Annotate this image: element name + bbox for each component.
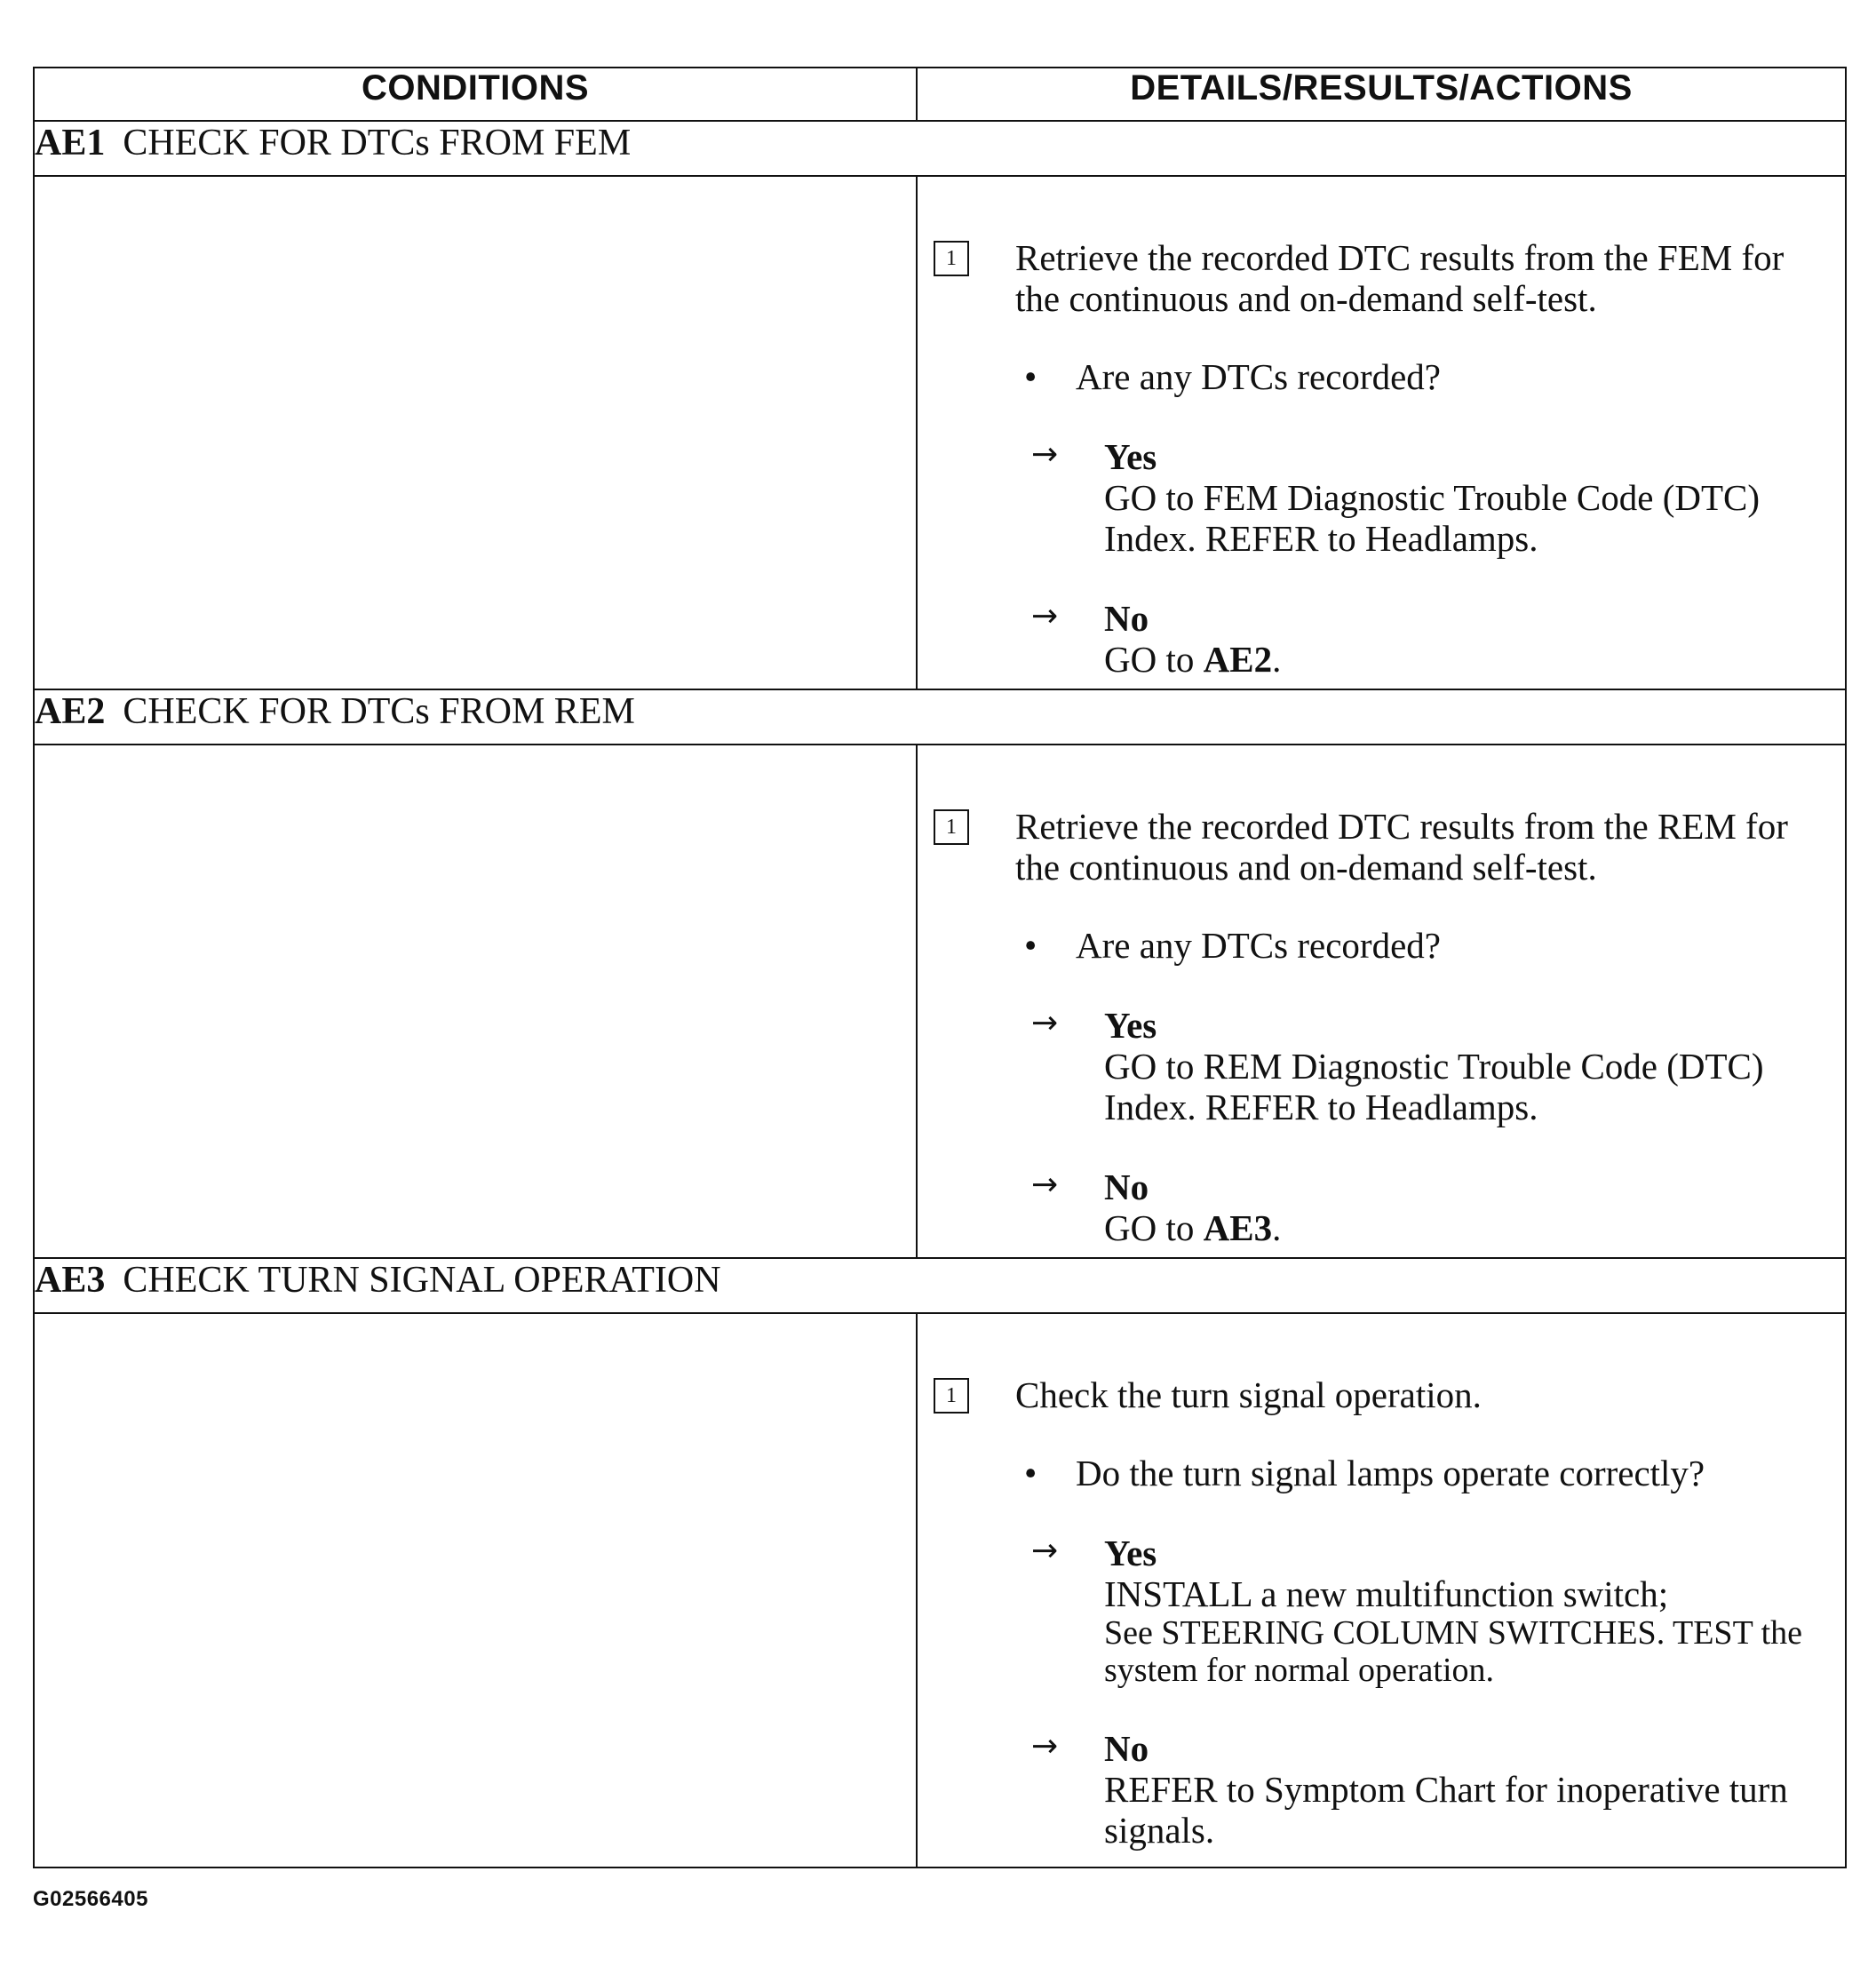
yes-outcome xyxy=(934,1533,1827,1689)
details-header: DETAILS/RESULTS/ACTIONS xyxy=(917,68,1846,121)
question-text: Are any DTCs recorded? xyxy=(1076,925,1441,966)
step-reference: AE3 xyxy=(1203,1207,1273,1248)
yes-text-detail: See STEERING COLUMN SWITCHES. TEST the system for normal operation. xyxy=(1104,1614,1803,1689)
right-arrow-icon: → xyxy=(1031,598,1059,634)
question-text: Do the turn signal lamps operate correctly? xyxy=(1076,1453,1705,1493)
step-title-row xyxy=(34,121,1846,176)
no-label: No xyxy=(1104,1167,1149,1207)
yes-label: Yes xyxy=(1104,1533,1157,1573)
diagnostic-procedure-table xyxy=(33,67,1847,1868)
right-arrow-icon: → xyxy=(1031,1167,1059,1203)
details-cell xyxy=(917,176,1846,689)
yes-label: Yes xyxy=(1104,436,1157,477)
step-title-ae1 xyxy=(34,121,1846,176)
yes-text: INSTALL a new multifunction switch; xyxy=(1104,1573,1669,1614)
no-outcome xyxy=(934,598,1827,680)
step-body-row xyxy=(34,176,1846,689)
yes-text: GO to FEM Diagnostic Trouble Code (DTC) Index. REFER to Headlamps. xyxy=(1104,477,1760,559)
no-suffix: . xyxy=(1272,639,1282,680)
right-arrow-icon: → xyxy=(1031,1728,1059,1764)
step-body-row xyxy=(34,1313,1846,1867)
question-line xyxy=(934,925,1827,966)
question-line xyxy=(934,356,1827,397)
right-arrow-icon: → xyxy=(1031,436,1059,473)
action-step xyxy=(934,806,1827,888)
no-prefix: GO to xyxy=(1104,639,1195,680)
step-title-row xyxy=(34,689,1846,745)
yes-text: GO to REM Diagnostic Trouble Code (DTC) Index. REFER to Headlamps. xyxy=(1104,1046,1764,1127)
no-text xyxy=(1104,1207,1827,1248)
yes-outcome xyxy=(934,1005,1827,1127)
bullet-icon: • xyxy=(1024,925,1037,966)
bullet-icon: • xyxy=(1024,356,1037,397)
step-code: AE3 xyxy=(35,1260,106,1301)
step-number-box: 1 xyxy=(934,809,969,845)
step-title-text: CHECK FOR DTCs FROM FEM xyxy=(123,123,632,163)
conditions-cell xyxy=(34,1313,917,1867)
no-label: No xyxy=(1104,598,1149,639)
step-code: AE2 xyxy=(35,691,106,732)
conditions-header: CONDITIONS xyxy=(34,68,917,121)
details-cell xyxy=(917,1313,1846,1867)
action-text: Retrieve the recorded DTC results from the REM for the continuous and on-demand self-test. xyxy=(1015,806,1788,888)
no-outcome xyxy=(934,1167,1827,1248)
yes-label: Yes xyxy=(1104,1005,1157,1046)
question-text: Are any DTCs recorded? xyxy=(1076,356,1441,397)
step-code: AE1 xyxy=(35,123,106,163)
action-text: Check the turn signal operation. xyxy=(1015,1374,1482,1415)
step-reference: AE2 xyxy=(1203,639,1273,680)
step-number-box: 1 xyxy=(934,241,969,276)
header-row xyxy=(34,68,1846,121)
right-arrow-icon: → xyxy=(1031,1005,1059,1041)
no-outcome xyxy=(934,1728,1827,1851)
no-suffix: . xyxy=(1272,1207,1282,1248)
step-number-box: 1 xyxy=(934,1378,969,1414)
no-text xyxy=(1104,639,1827,680)
figure-id: G02566405 xyxy=(33,1887,148,1911)
step-title-text: CHECK TURN SIGNAL OPERATION xyxy=(123,1260,721,1301)
no-text: REFER to Symptom Chart for inoperative turn signals. xyxy=(1104,1769,1788,1851)
no-prefix: GO to xyxy=(1104,1207,1195,1248)
action-step xyxy=(934,1374,1827,1415)
action-step xyxy=(934,237,1827,319)
conditions-cell xyxy=(34,745,917,1258)
step-title-ae3 xyxy=(34,1258,1846,1313)
conditions-cell xyxy=(34,176,917,689)
step-title-text: CHECK FOR DTCs FROM REM xyxy=(123,691,635,732)
details-cell xyxy=(917,745,1846,1258)
right-arrow-icon: → xyxy=(1031,1533,1059,1569)
step-title-row xyxy=(34,1258,1846,1313)
yes-outcome xyxy=(934,436,1827,559)
action-text: Retrieve the recorded DTC results from the FEM for the continuous and on-demand self-test. xyxy=(1015,237,1785,319)
question-line xyxy=(934,1453,1827,1493)
step-title-ae2 xyxy=(34,689,1846,745)
no-label: No xyxy=(1104,1728,1149,1769)
bullet-icon: • xyxy=(1024,1453,1037,1493)
step-body-row xyxy=(34,745,1846,1258)
